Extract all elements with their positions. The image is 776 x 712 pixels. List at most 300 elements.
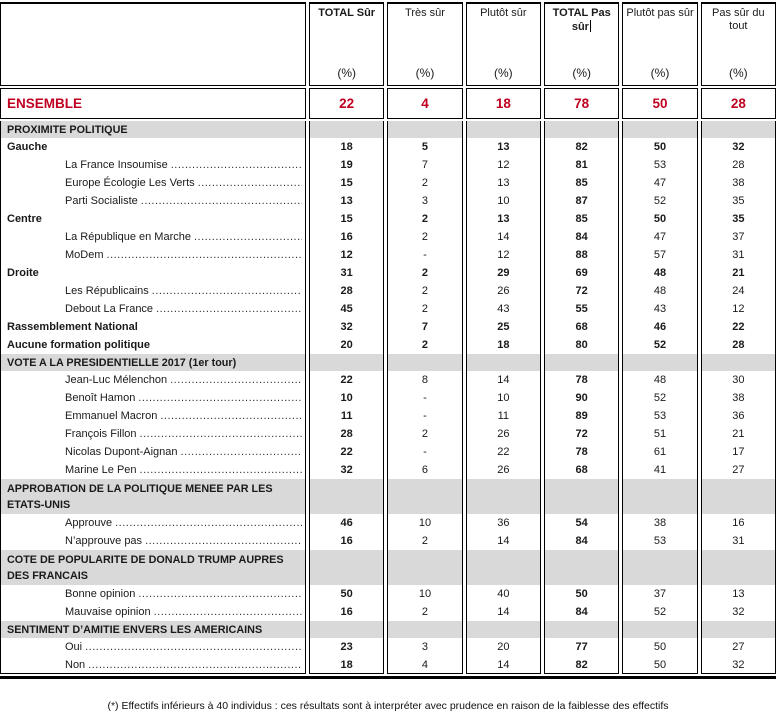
row-label-text: Bonne opinion xyxy=(65,588,136,600)
cell-plutot-pas-sur: 51 xyxy=(622,425,697,443)
dot-leader xyxy=(115,517,302,529)
cell-plutot-pas-sur: 48 xyxy=(622,371,697,389)
row-label: VOTE A LA PRESIDENTIELLE 2017 (1er tour) xyxy=(0,354,306,371)
cell-plutot-sur: 13 xyxy=(466,210,541,228)
cell-total-pas-sur: 84 xyxy=(544,228,619,246)
cell-total-sur: 13 xyxy=(309,192,384,210)
cell-tres-sur: 7 xyxy=(387,156,462,174)
cell-plutot-sur: 29 xyxy=(466,264,541,282)
cell-tres-sur: 10 xyxy=(387,585,462,603)
cell-plutot-pas-sur: 46 xyxy=(622,318,697,336)
cell-tres-sur: 8 xyxy=(387,371,462,389)
cell-total-pas-sur: 55 xyxy=(544,300,619,318)
column-label: Plutôt sûr xyxy=(480,7,527,19)
cell-plutot-sur: 12 xyxy=(466,246,541,264)
row-label xyxy=(0,156,306,174)
table-row xyxy=(0,585,776,603)
cell-plutot-sur xyxy=(466,621,541,638)
table-row xyxy=(0,354,776,371)
column-unit: (%) xyxy=(493,66,513,80)
row-label: COTE DE POPULARITE DE DONALD TRUMP AUPRES DES FRANCAIS xyxy=(0,550,306,585)
ensemble-value: 4 xyxy=(421,96,429,111)
cell-plutot-sur xyxy=(466,354,541,371)
table-row xyxy=(0,389,776,407)
col-header-plutot-pas-sur xyxy=(622,2,697,86)
cell-tres-sur: 2 xyxy=(387,264,462,282)
cell-total-sur: 22 xyxy=(309,371,384,389)
row-label xyxy=(0,282,306,300)
cell-total-pas-sur: 78 xyxy=(544,371,619,389)
cell-total-pas-sur xyxy=(544,550,619,585)
col-header-total-pas-sur xyxy=(544,2,619,86)
row-label: PROXIMITE POLITIQUE xyxy=(0,121,306,138)
cell-plutot-pas-sur: 38 xyxy=(622,514,697,532)
row-label-text: Jean-Luc Mélenchon xyxy=(65,374,168,386)
cell-pas-sur-du-tout: 13 xyxy=(701,585,776,603)
row-label: SENTIMENT D’AMITIE ENVERS LES AMERICAINS xyxy=(0,621,306,638)
cell-pas-sur-du-tout: 35 xyxy=(701,210,776,228)
cell-total-sur: 45 xyxy=(309,300,384,318)
cell-total-sur: 16 xyxy=(309,603,384,621)
row-label xyxy=(0,300,306,318)
cell-pas-sur-du-tout: 27 xyxy=(701,461,776,479)
table-row xyxy=(0,156,776,174)
cell-plutot-pas-sur: 52 xyxy=(622,192,697,210)
cell-tres-sur: 2 xyxy=(387,603,462,621)
col-header-tres-sur xyxy=(387,2,462,86)
column-label: Pas sûr du tout xyxy=(712,7,765,32)
ensemble-label: ENSEMBLE xyxy=(7,96,83,111)
row-label: Rassemblement National xyxy=(0,318,306,336)
column-unit: (%) xyxy=(337,66,356,80)
cell-total-pas-sur: 84 xyxy=(544,532,619,550)
table-body xyxy=(0,121,776,674)
row-label xyxy=(0,407,306,425)
cell-tres-sur xyxy=(387,550,462,585)
cell-total-pas-sur: 68 xyxy=(544,461,619,479)
cell-tres-sur: 2 xyxy=(387,174,462,192)
row-label-text: Parti Socialiste xyxy=(65,195,138,207)
cell-pas-sur-du-tout xyxy=(701,479,776,514)
cell-pas-sur-du-tout: 37 xyxy=(701,228,776,246)
cell-plutot-sur xyxy=(466,550,541,585)
cell-total-sur xyxy=(309,121,384,138)
dot-leader xyxy=(154,606,302,618)
row-label-text: Oui xyxy=(65,641,83,653)
dot-leader xyxy=(171,159,302,171)
header-corner-cell xyxy=(0,2,306,86)
table-bottom-rule xyxy=(0,676,776,679)
table-row xyxy=(0,514,776,532)
cell-total-sur: 16 xyxy=(309,532,384,550)
cell-pas-sur-du-tout xyxy=(701,550,776,585)
cell-pas-sur-du-tout: 28 xyxy=(701,336,776,354)
cell-pas-sur-du-tout: 28 xyxy=(701,156,776,174)
cell-pas-sur-du-tout: 31 xyxy=(701,532,776,550)
cell-pas-sur-du-tout: 32 xyxy=(701,603,776,621)
row-label xyxy=(0,532,306,550)
table-row xyxy=(0,371,776,389)
cell-total-pas-sur: 54 xyxy=(544,514,619,532)
cell-pas-sur-du-tout: 31 xyxy=(701,246,776,264)
cell-total-sur: 20 xyxy=(309,336,384,354)
cell-plutot-sur: 25 xyxy=(466,318,541,336)
col-header-pas-sur-du-tout xyxy=(701,2,776,86)
dot-leader xyxy=(152,285,302,297)
cell-total-sur xyxy=(309,479,384,514)
cell-plutot-sur: 14 xyxy=(466,371,541,389)
cell-plutot-pas-sur: 37 xyxy=(622,585,697,603)
cell-pas-sur-du-tout xyxy=(701,621,776,638)
cell-total-sur: 18 xyxy=(309,138,384,156)
cell-plutot-sur: 22 xyxy=(466,443,541,461)
cell-tres-sur: 2 xyxy=(387,300,462,318)
dot-leader xyxy=(107,249,302,261)
cell-plutot-sur: 14 xyxy=(466,603,541,621)
cell-pas-sur-du-tout: 38 xyxy=(701,389,776,407)
row-label-text: Europe Écologie Les Verts xyxy=(65,177,195,189)
cell-plutot-sur: 13 xyxy=(466,138,541,156)
cell-total-pas-sur: 87 xyxy=(544,192,619,210)
col-header-total-sur xyxy=(309,2,384,86)
cell-tres-sur: 6 xyxy=(387,461,462,479)
cell-total-sur: 28 xyxy=(309,425,384,443)
cell-tres-sur: - xyxy=(387,389,462,407)
cell-plutot-sur: 40 xyxy=(466,585,541,603)
cell-total-pas-sur: 85 xyxy=(544,210,619,228)
cell-tres-sur: 2 xyxy=(387,532,462,550)
ensemble-value: 22 xyxy=(339,96,355,111)
cell-total-sur: 23 xyxy=(309,638,384,656)
cell-pas-sur-du-tout: 16 xyxy=(701,514,776,532)
cell-pas-sur-du-tout xyxy=(701,121,776,138)
cell-plutot-pas-sur xyxy=(622,621,697,638)
cell-total-sur: 12 xyxy=(309,246,384,264)
cell-total-sur: 15 xyxy=(309,210,384,228)
cell-total-sur: 22 xyxy=(309,443,384,461)
cell-total-sur: 32 xyxy=(309,318,384,336)
row-label-text: Non xyxy=(65,658,86,671)
row-label-text: La République en Marche xyxy=(65,231,191,243)
cell-total-pas-sur xyxy=(544,354,619,371)
row-label: Droite xyxy=(0,264,306,282)
cell-plutot-pas-sur: 41 xyxy=(622,461,697,479)
cell-plutot-pas-sur: 52 xyxy=(622,389,697,407)
cell-tres-sur: 3 xyxy=(387,192,462,210)
table-row xyxy=(0,603,776,621)
dot-leader xyxy=(170,374,302,386)
table-row xyxy=(0,228,776,246)
cell-plutot-pas-sur xyxy=(622,479,697,514)
table-row xyxy=(0,318,776,336)
cell-plutot-sur: 26 xyxy=(466,282,541,300)
cell-pas-sur-du-tout: 36 xyxy=(701,407,776,425)
cell-total-sur xyxy=(309,354,384,371)
cell-total-pas-sur: 69 xyxy=(544,264,619,282)
column-label: Très sûr xyxy=(405,7,445,19)
cell-total-pas-sur xyxy=(544,621,619,638)
ensemble-value: 18 xyxy=(495,96,511,111)
cell-tres-sur xyxy=(387,121,462,138)
cell-total-pas-sur: 78 xyxy=(544,443,619,461)
cell-pas-sur-du-tout: 32 xyxy=(701,138,776,156)
dot-leader xyxy=(140,464,302,476)
row-label xyxy=(0,638,306,656)
row-label-text: Mauvaise opinion xyxy=(65,606,151,618)
dot-leader xyxy=(194,231,302,243)
table-row xyxy=(0,210,776,228)
row-label-text: Benoît Hamon xyxy=(65,392,136,404)
cell-plutot-pas-sur: 53 xyxy=(622,532,697,550)
cell-plutot-pas-sur: 50 xyxy=(622,138,697,156)
cell-plutot-sur: 26 xyxy=(466,425,541,443)
row-label xyxy=(0,246,306,264)
row-label-text: MoDem xyxy=(65,249,104,261)
ensemble-cell-pas-sur-du-tout xyxy=(701,88,776,119)
cell-plutot-pas-sur: 61 xyxy=(622,443,697,461)
table-row xyxy=(0,621,776,638)
ensemble-cell-total-sur xyxy=(309,88,384,119)
row-label xyxy=(0,425,306,443)
ensemble-label-cell xyxy=(0,88,306,119)
cell-total-pas-sur: 84 xyxy=(544,603,619,621)
cell-total-pas-sur: 80 xyxy=(544,336,619,354)
table-row xyxy=(0,174,776,192)
ensemble-cell-plutot-pas-sur xyxy=(622,88,697,119)
cell-plutot-sur: 18 xyxy=(466,336,541,354)
cell-plutot-pas-sur: 47 xyxy=(622,174,697,192)
row-label-text: Debout La France xyxy=(65,303,154,315)
cell-total-sur: 11 xyxy=(309,407,384,425)
row-label xyxy=(0,514,306,532)
cell-plutot-sur: 20 xyxy=(466,638,541,656)
cell-total-sur: 28 xyxy=(309,282,384,300)
row-label xyxy=(0,461,306,479)
cell-total-sur: 32 xyxy=(309,461,384,479)
cell-total-pas-sur: 72 xyxy=(544,425,619,443)
column-unit: (%) xyxy=(650,66,670,80)
row-label xyxy=(0,443,306,461)
cell-tres-sur: 2 xyxy=(387,425,462,443)
column-unit: (%) xyxy=(415,66,435,80)
column-label: TOTAL Pas sûr xyxy=(547,7,616,34)
cell-plutot-pas-sur: 53 xyxy=(622,156,697,174)
table-row xyxy=(0,246,776,264)
cell-plutot-pas-sur: 53 xyxy=(622,407,697,425)
cell-pas-sur-du-tout: 38 xyxy=(701,174,776,192)
cell-pas-sur-du-tout: 17 xyxy=(701,443,776,461)
row-label-text: Nicolas Dupont-Aignan xyxy=(65,446,178,458)
cell-plutot-sur: 43 xyxy=(466,300,541,318)
footnote: (*) Effectifs inférieurs à 40 individus : ces résultats sont à interpréter avec prudence en raison de la faiblesse des effectifs xyxy=(107,699,669,712)
column-label: TOTAL Sûr xyxy=(318,7,376,19)
cell-tres-sur: - xyxy=(387,443,462,461)
col-header-plutot-sur xyxy=(466,2,541,86)
cell-tres-sur: 4 xyxy=(387,656,462,674)
table-header xyxy=(0,2,776,86)
ensemble-cell-plutot-sur xyxy=(466,88,541,119)
cell-pas-sur-du-tout: 32 xyxy=(701,656,776,674)
row-label: Aucune formation politique xyxy=(0,336,306,354)
cell-total-sur: 16 xyxy=(309,228,384,246)
cell-tres-sur: 2 xyxy=(387,282,462,300)
cell-plutot-pas-sur xyxy=(622,354,697,371)
row-label-text: François Fillon xyxy=(65,428,137,440)
cell-plutot-sur xyxy=(466,121,541,138)
cell-total-pas-sur xyxy=(544,479,619,514)
row-label: Centre xyxy=(0,210,306,228)
row-label-text: Emmanuel Macron xyxy=(65,410,158,422)
table-row xyxy=(0,121,776,138)
table-row xyxy=(0,282,776,300)
cell-pas-sur-du-tout: 30 xyxy=(701,371,776,389)
cell-tres-sur xyxy=(387,354,462,371)
table-row xyxy=(0,479,776,514)
dot-leader xyxy=(181,446,302,458)
cell-plutot-sur: 26 xyxy=(466,461,541,479)
cell-tres-sur: 2 xyxy=(387,228,462,246)
table-row xyxy=(0,461,776,479)
column-unit: (%) xyxy=(728,66,748,80)
table-row xyxy=(0,532,776,550)
table-row xyxy=(0,443,776,461)
dot-leader xyxy=(85,641,302,653)
cell-total-sur xyxy=(309,621,384,638)
cell-plutot-pas-sur: 43 xyxy=(622,300,697,318)
cell-total-pas-sur: 81 xyxy=(544,156,619,174)
dot-leader xyxy=(138,588,302,600)
cell-total-sur xyxy=(309,550,384,585)
ensemble-cell-total-pas-sur xyxy=(544,88,619,119)
row-label: Gauche xyxy=(0,138,306,156)
dot-leader xyxy=(160,410,302,422)
row-label xyxy=(0,192,306,210)
cell-plutot-pas-sur: 48 xyxy=(622,264,697,282)
row-label xyxy=(0,389,306,407)
cell-tres-sur xyxy=(387,479,462,514)
row-label xyxy=(0,371,306,389)
cell-pas-sur-du-tout: 35 xyxy=(701,192,776,210)
cell-plutot-sur: 10 xyxy=(466,389,541,407)
cell-total-pas-sur: 88 xyxy=(544,246,619,264)
cell-plutot-pas-sur xyxy=(622,550,697,585)
row-label: APPROBATION DE LA POLITIQUE MENEE PAR LES ETATS-UNIS xyxy=(0,479,306,514)
cell-plutot-sur: 12 xyxy=(466,156,541,174)
dot-leader xyxy=(138,392,302,404)
cell-total-pas-sur xyxy=(544,121,619,138)
row-label-text: N’approuve pas xyxy=(65,535,143,547)
cell-tres-sur xyxy=(387,621,462,638)
cell-total-pas-sur: 50 xyxy=(544,585,619,603)
ensemble-value: 50 xyxy=(652,96,668,111)
column-label: Plutôt pas sûr xyxy=(626,7,694,19)
cell-plutot-pas-sur: 47 xyxy=(622,228,697,246)
ensemble-value: 78 xyxy=(574,96,590,111)
dot-leader xyxy=(141,195,302,207)
dot-leader xyxy=(156,303,302,315)
ensemble-row xyxy=(0,88,776,119)
cell-total-sur: 46 xyxy=(309,514,384,532)
dot-leader xyxy=(198,177,302,189)
cell-total-pas-sur: 90 xyxy=(544,389,619,407)
column-unit: (%) xyxy=(572,66,591,80)
cell-tres-sur: 10 xyxy=(387,514,462,532)
cell-total-sur: 10 xyxy=(309,389,384,407)
table-row xyxy=(0,407,776,425)
cell-total-pas-sur: 82 xyxy=(544,656,619,674)
cell-plutot-pas-sur: 50 xyxy=(622,210,697,228)
table-row xyxy=(0,425,776,443)
cell-total-sur: 18 xyxy=(309,656,384,674)
cell-tres-sur: 2 xyxy=(387,210,462,228)
row-label-text: Approuve xyxy=(65,517,113,529)
dot-leader xyxy=(88,659,302,671)
cell-plutot-pas-sur: 52 xyxy=(622,603,697,621)
row-label xyxy=(0,603,306,621)
cell-tres-sur: 2 xyxy=(387,336,462,354)
cell-total-sur: 50 xyxy=(309,585,384,603)
table-row xyxy=(0,656,776,674)
table-row xyxy=(0,336,776,354)
cell-plutot-sur: 10 xyxy=(466,192,541,210)
cell-pas-sur-du-tout: 22 xyxy=(701,318,776,336)
cell-plutot-pas-sur: 50 xyxy=(622,638,697,656)
cell-plutot-sur: 36 xyxy=(466,514,541,532)
cell-tres-sur: 7 xyxy=(387,318,462,336)
cell-pas-sur-du-tout xyxy=(701,354,776,371)
dot-leader xyxy=(145,535,302,547)
cell-tres-sur: - xyxy=(387,246,462,264)
cell-total-sur: 31 xyxy=(309,264,384,282)
cell-plutot-pas-sur: 50 xyxy=(622,656,697,674)
row-label-text: Les Républicains xyxy=(65,285,149,297)
cell-tres-sur: - xyxy=(387,407,462,425)
cell-plutot-sur: 11 xyxy=(466,407,541,425)
cell-pas-sur-du-tout: 21 xyxy=(701,264,776,282)
cell-pas-sur-du-tout: 12 xyxy=(701,300,776,318)
row-label xyxy=(0,228,306,246)
cell-pas-sur-du-tout: 21 xyxy=(701,425,776,443)
cell-tres-sur: 5 xyxy=(387,138,462,156)
table-row xyxy=(0,550,776,585)
row-label-text: La France Insoumise xyxy=(65,159,168,171)
row-label xyxy=(0,585,306,603)
table-row xyxy=(0,138,776,156)
cell-plutot-sur: 14 xyxy=(466,656,541,674)
table-row xyxy=(0,192,776,210)
table-row xyxy=(0,264,776,282)
cell-plutot-pas-sur: 48 xyxy=(622,282,697,300)
row-label-text: Marine Le Pen xyxy=(65,464,137,476)
cell-total-pas-sur: 89 xyxy=(544,407,619,425)
cell-total-pas-sur: 72 xyxy=(544,282,619,300)
cell-pas-sur-du-tout: 27 xyxy=(701,638,776,656)
cell-total-sur: 15 xyxy=(309,174,384,192)
cell-tres-sur: 3 xyxy=(387,638,462,656)
cell-plutot-sur: 14 xyxy=(466,532,541,550)
cell-plutot-sur: 13 xyxy=(466,174,541,192)
cell-total-sur: 19 xyxy=(309,156,384,174)
ensemble-cell-tres-sur xyxy=(387,88,462,119)
cell-plutot-sur xyxy=(466,479,541,514)
table-row xyxy=(0,638,776,656)
cell-total-pas-sur: 82 xyxy=(544,138,619,156)
cell-plutot-sur: 14 xyxy=(466,228,541,246)
cell-plutot-pas-sur: 57 xyxy=(622,246,697,264)
cell-total-pas-sur: 77 xyxy=(544,638,619,656)
ensemble-value: 28 xyxy=(730,96,746,111)
row-label xyxy=(0,174,306,192)
